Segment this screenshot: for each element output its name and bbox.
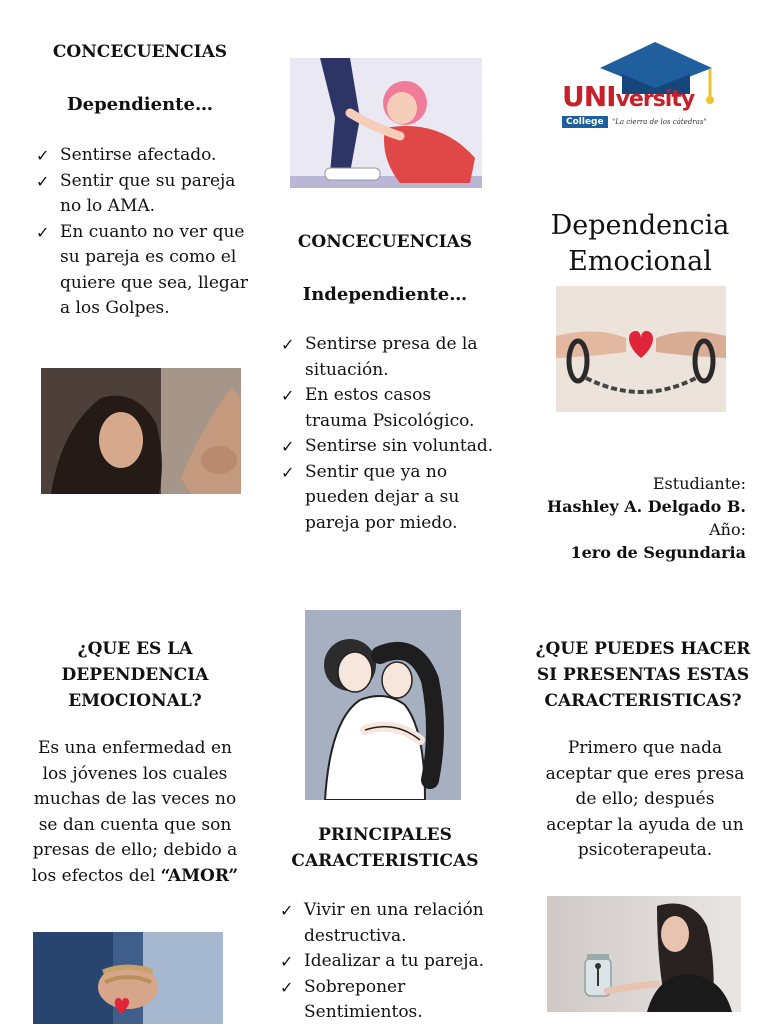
woman-with-jar-photo — [547, 896, 741, 1012]
independent-consequences-list — [277, 332, 497, 536]
check-icon: ✓ — [281, 462, 295, 482]
list-item: ✓ Sobreponer Sentimientos. — [280, 976, 423, 1022]
check-icon: ✓ — [36, 146, 50, 165]
pleading-woman-illustration — [290, 58, 482, 188]
check-icon: ✓ — [281, 437, 295, 456]
independent-subheading: Independiente… — [302, 284, 468, 305]
check-icon: ✓ — [280, 952, 294, 971]
title-line-1: Dependencia — [550, 210, 730, 241]
logo-college-text: College — [562, 116, 608, 128]
list-item: ✓ Sentirse sin voluntad. — [277, 434, 497, 460]
list-item: ✓ Sentirse afectado. — [32, 143, 254, 169]
embracing-couple-illustration — [305, 610, 461, 800]
logo-versity-text: versity — [615, 87, 695, 112]
check-icon: ✓ — [36, 222, 50, 242]
crying-woman-photo — [41, 368, 241, 494]
consequences-heading-independent: CONCECUENCIAS — [297, 232, 473, 252]
what-can-you-do-heading: ¿QUE PUEDES HACER SI PRESENTAS ESTAS CARACTERISTICAS? — [535, 639, 751, 711]
check-icon: ✓ — [281, 335, 295, 354]
student-label: Estudiante: — [652, 474, 746, 493]
university-logo — [560, 38, 725, 138]
year-value: 1ero de Segundaria — [570, 543, 746, 562]
logo-uni-text: UNI — [562, 80, 616, 113]
what-can-you-do-description: Primero que nada aceptar que eres presa de ello; después aceptar la ayuda de un psicoterapeuta. — [545, 738, 745, 860]
tied-hands-photo — [33, 932, 223, 1024]
student-name: Hashley A. Delgado B. — [546, 497, 746, 516]
dependent-subheading: Dependiente… — [67, 94, 213, 115]
list-item: ✓ Idealizar a tu pareja. — [276, 949, 501, 975]
love-emphasis: “AMOR” — [160, 865, 239, 886]
list-item: ✓ En estos casos trauma Psicológico. — [281, 385, 475, 431]
check-icon: ✓ — [36, 171, 50, 191]
title-line-2: Emocional — [568, 246, 712, 277]
year-label: Año: — [709, 520, 746, 539]
list-item: ✓ Sentir que ya no pueden dejar a su pareja por miedo. — [281, 461, 460, 533]
characteristics-list — [276, 898, 501, 1026]
what-is-description: Es una enfermedad en los jóvenes los cuales muchas de las veces no se dan cuenta que son presas de ello; debido a los efectos del “AMOR” — [31, 738, 239, 886]
consequences-heading-dependent: CONCECUENCIAS — [52, 42, 228, 62]
check-icon: ✓ — [280, 977, 294, 997]
list-item: ✓ Sentirse presa de la situación. — [281, 334, 478, 380]
check-icon: ✓ — [280, 901, 294, 920]
logo-slogan: "La cierra de los cátedras" — [612, 118, 707, 126]
list-item: ✓ Vivir en una relación destructiva. — [280, 900, 484, 946]
list-item: ✓ En cuanto no ver que su pareja es como el quiere que sea, llegar a los Golpes. — [36, 221, 249, 318]
handcuffed-heart-photo — [556, 286, 726, 412]
check-icon: ✓ — [281, 386, 295, 405]
characteristics-heading: PRINCIPALES CARACTERISTICAS — [291, 825, 479, 871]
dependent-consequences-list — [32, 143, 254, 322]
list-item: ✓ Sentir que su pareja no lo AMA. — [36, 170, 236, 216]
what-is-heading: ¿QUE ES LA DEPENDENCIA EMOCIONAL? — [61, 639, 209, 711]
